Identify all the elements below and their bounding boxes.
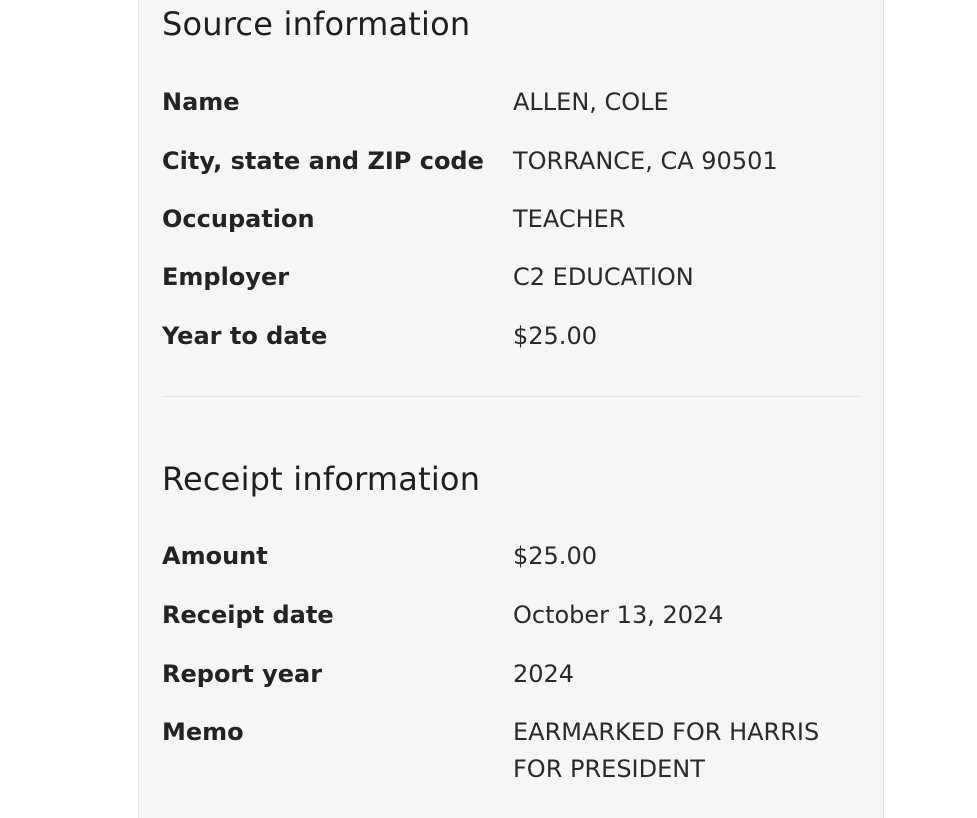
memo-label: Memo xyxy=(162,718,244,746)
source-information-heading: Source information xyxy=(162,5,471,43)
city-state-zip-value: TORRANCE, CA 90501 xyxy=(513,147,778,175)
name-label: Name xyxy=(162,88,240,116)
name-value: ALLEN, COLE xyxy=(513,88,669,116)
receipt-date-label: Receipt date xyxy=(162,601,334,629)
report-year-label: Report year xyxy=(162,660,323,688)
year-to-date-value: $25.00 xyxy=(513,322,597,350)
employer-value: C2 EDUCATION xyxy=(513,263,694,291)
employer-label: Employer xyxy=(162,263,290,291)
memo-value: EARMARKED FOR HARRIS FOR PRESIDENT xyxy=(513,718,820,783)
occupation-value: TEACHER xyxy=(513,205,626,233)
amount-label: Amount xyxy=(162,542,268,570)
section-divider xyxy=(162,396,860,397)
amount-value: $25.00 xyxy=(513,542,597,570)
receipt-information-heading: Receipt information xyxy=(162,460,481,498)
city-state-zip-label: City, state and ZIP code xyxy=(162,147,484,175)
year-to-date-label: Year to date xyxy=(162,322,328,350)
details-card xyxy=(138,0,884,818)
receipt-date-value: October 13, 2024 xyxy=(513,601,724,629)
occupation-label: Occupation xyxy=(162,205,315,233)
report-year-value: 2024 xyxy=(513,660,575,688)
